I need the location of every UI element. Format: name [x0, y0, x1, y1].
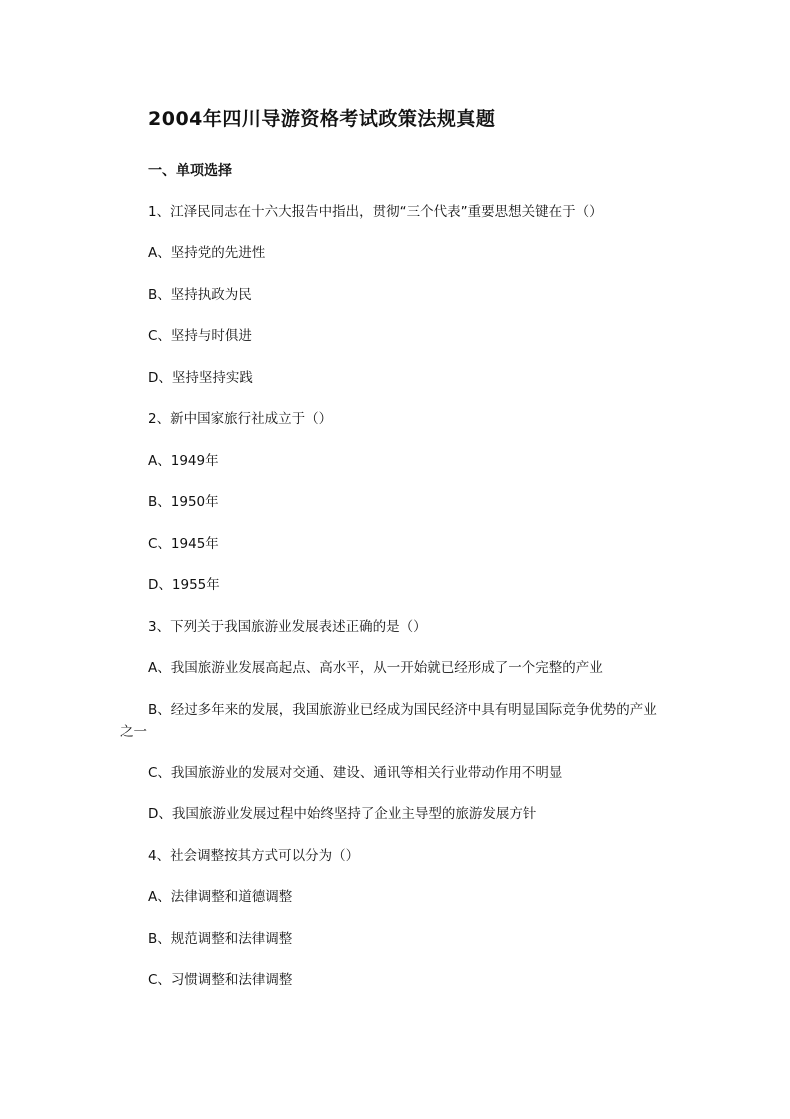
option-4c: C、习惯调整和法律调整 — [148, 972, 293, 988]
option-2b: B、1950年 — [148, 494, 219, 510]
question-2: 2、新中国家旅行社成立于（） — [148, 411, 333, 427]
option-3b: B、经过多年来的发展，我国旅游业已经成为国民经济中具有明显国际竞争优势的产业之一 — [120, 702, 657, 740]
question-4: 4、社会调整按其方式可以分为（） — [148, 848, 360, 864]
section-heading: 一、单项选择 — [148, 163, 232, 179]
option-4b: B、规范调整和法律调整 — [148, 931, 293, 947]
option-3a: A、我国旅游业发展高起点、高水平，从一开始就已经形成了一个完整的产业 — [148, 660, 603, 676]
document-title: 2004年四川导游资格考试政策法规真题 — [148, 108, 496, 130]
question-3: 3、下列关于我国旅游业发展表述正确的是（） — [148, 619, 427, 635]
option-2d: D、1955年 — [148, 577, 220, 593]
option-2c: C、1945年 — [148, 536, 219, 552]
option-1d: D、坚持坚持实践 — [148, 370, 253, 386]
option-2a: A、1949年 — [148, 453, 219, 469]
option-3d: D、我国旅游业发展过程中始终坚持了企业主导型的旅游发展方针 — [148, 806, 537, 822]
option-4a: A、法律调整和道德调整 — [148, 889, 293, 905]
option-1c: C、坚持与时俱进 — [148, 328, 252, 344]
option-3c: C、我国旅游业的发展对交通、建设、通讯等相关行业带动作用不明显 — [148, 765, 563, 781]
question-1: 1、江泽民同志在十六大报告中指出，贯彻“三个代表”重要思想关键在于（） — [148, 204, 603, 220]
option-1b: B、坚持执政为民 — [148, 287, 252, 303]
option-1a: A、坚持党的先进性 — [148, 245, 266, 261]
